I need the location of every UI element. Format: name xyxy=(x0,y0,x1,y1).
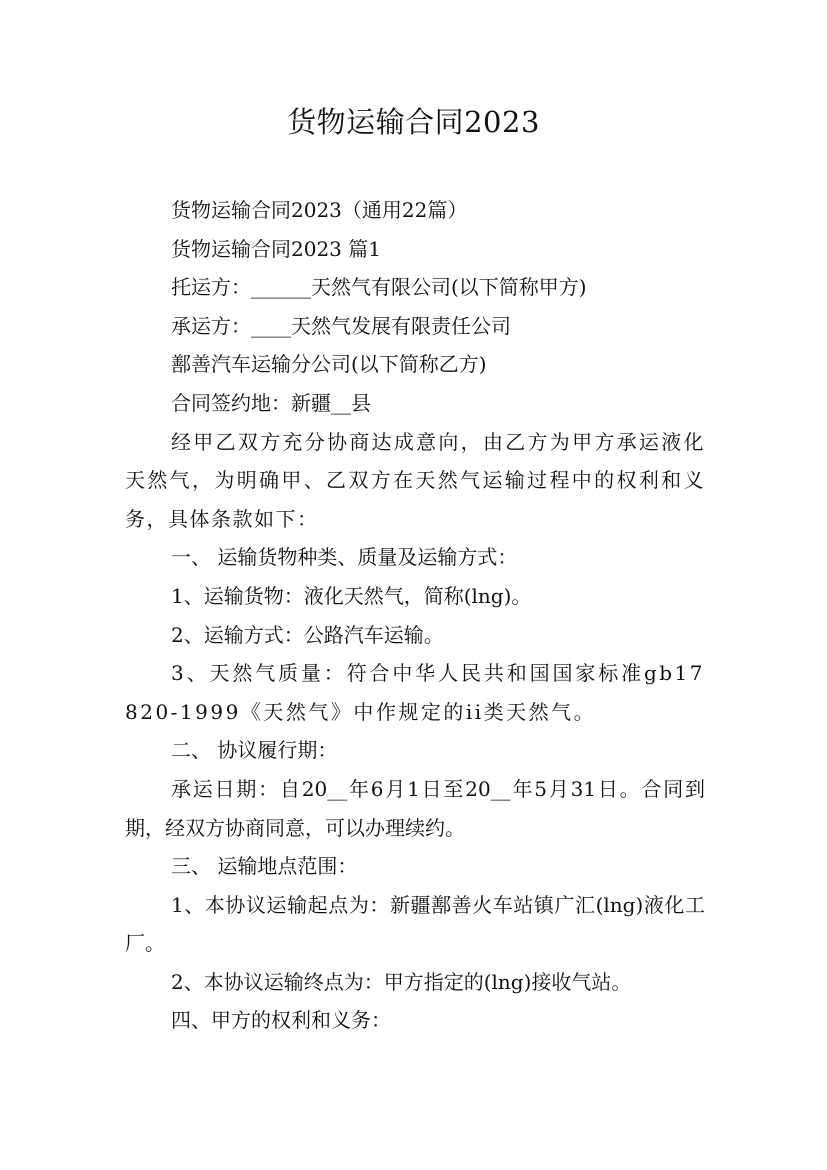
paragraph-clause-one: 一、 运输货物种类、质量及运输方式： xyxy=(171,545,518,570)
paragraph-carrier: 承运方：____天然气发展有限责任公司 xyxy=(171,313,511,338)
paragraph-clause-three: 三、 运输地点范围： xyxy=(171,854,358,879)
paragraph-gas-quality: 3、天然气质量：符合中华人民共和国国家标准gb17820-1999《天然气》中作规定的ii类天然气。 xyxy=(125,661,705,724)
paragraph-subtitle: 货物运输合同2023（通用22篇） xyxy=(171,198,468,222)
paragraph-goods: 1、运输货物：液化天然气，简称(lng)。 xyxy=(171,583,532,608)
paragraph-transport-mode: 2、运输方式：公路汽车运输。 xyxy=(171,622,444,647)
paragraph-section-heading: 货物运输合同2023 篇1 xyxy=(171,236,381,261)
paragraph-destination: 2、本协议运输终点为：甲方指定的(lng)接收气站。 xyxy=(171,969,632,994)
paragraph-shipper: 托运方：______天然气有限公司(以下简称甲方) xyxy=(171,275,587,300)
document-body xyxy=(125,191,705,1040)
paragraph-clause-four: 四、甲方的权利和义务： xyxy=(171,1008,391,1033)
paragraph-clause-two: 二、 协议履行期： xyxy=(171,738,338,763)
paragraph-signing-place: 合同签约地：新疆__县 xyxy=(171,390,371,415)
paragraph-term: 承运日期：自20__年6月1日至20__年5月31日。合同到期，经双方协商同意，可以办理续约。 xyxy=(125,776,705,840)
paragraph-preamble: 经甲乙双方充分协商达成意向，由乙方为甲方承运液化天然气，为明确甲、乙双方在天然气运输过程中的权利和义务，具体条款如下： xyxy=(125,429,705,531)
paragraph-carrier-branch: 鄯善汽车运输分公司(以下简称乙方) xyxy=(171,352,487,377)
paragraph-origin: 1、本协议运输起点为：新疆鄯善火车站镇广汇(lng)液化工厂。 xyxy=(125,892,705,956)
document-title: 货物运输合同2023 xyxy=(287,105,540,139)
